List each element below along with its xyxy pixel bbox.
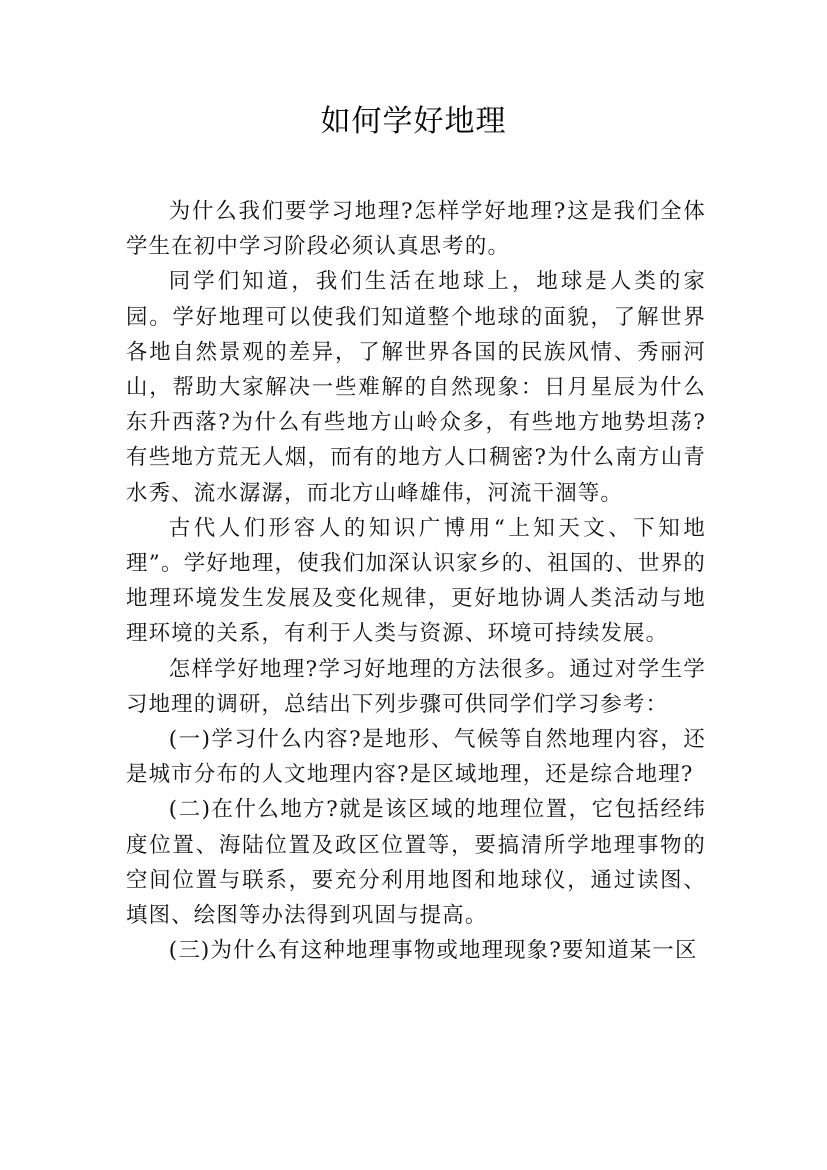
paragraph: 同学们知道，我们生活在地球上，地球是人类的家园。学好地理可以使我们知道整个地球的面貌，了解世界各地自然景观的差异，了解世界各国的民族风情、秀丽河山，帮助大家解决一些难解的自然现象：日月星辰为什么东升西落?为什么有些地方山岭众多，有些地方地势坦荡?有些地方荒无人烟，而有的地方人口稠密?为什么南方山青水秀、流水潺潺，而北方山峰雄伟，河流干涸等。	[126, 269, 706, 506]
paragraph: 为什么我们要学习地理?怎样学好地理?这是我们全体学生在初中学习阶段必须认真思考的。	[126, 199, 706, 260]
paragraph: 怎样学好地理?学习好地理的方法很多。通过对学生学习地理的调研，总结出下列步骤可供同学们学习参考：	[126, 656, 706, 717]
paragraph: (二)在什么地方?就是该区域的地理位置，它包括经纬度位置、海陆位置及政区位置等，要搞清所学地理事物的空间位置与联系，要充分利用地图和地球仪，通过读图、填图、绘图等办法得到巩固与提高。	[126, 797, 706, 929]
paragraph: (三)为什么有这种地理事物或地理现象?要知道某一区	[168, 938, 698, 964]
paragraph: 古代人们形容人的知识广博用“上知天文、下知地理”。学好地理，使我们加深认识家乡的、祖国的、世界的地理环境发生发展及变化规律，更好地协调人类活动与地理环境的关系，有利于人类与资源、环境可持续发展。	[126, 515, 706, 647]
document-title: 如何学好地理	[320, 104, 507, 139]
document-body	[126, 194, 706, 968]
paragraph: (一)学习什么内容?是地形、气候等自然地理内容，还是城市分布的人文地理内容?是区域地理，还是综合地理?	[126, 727, 706, 788]
